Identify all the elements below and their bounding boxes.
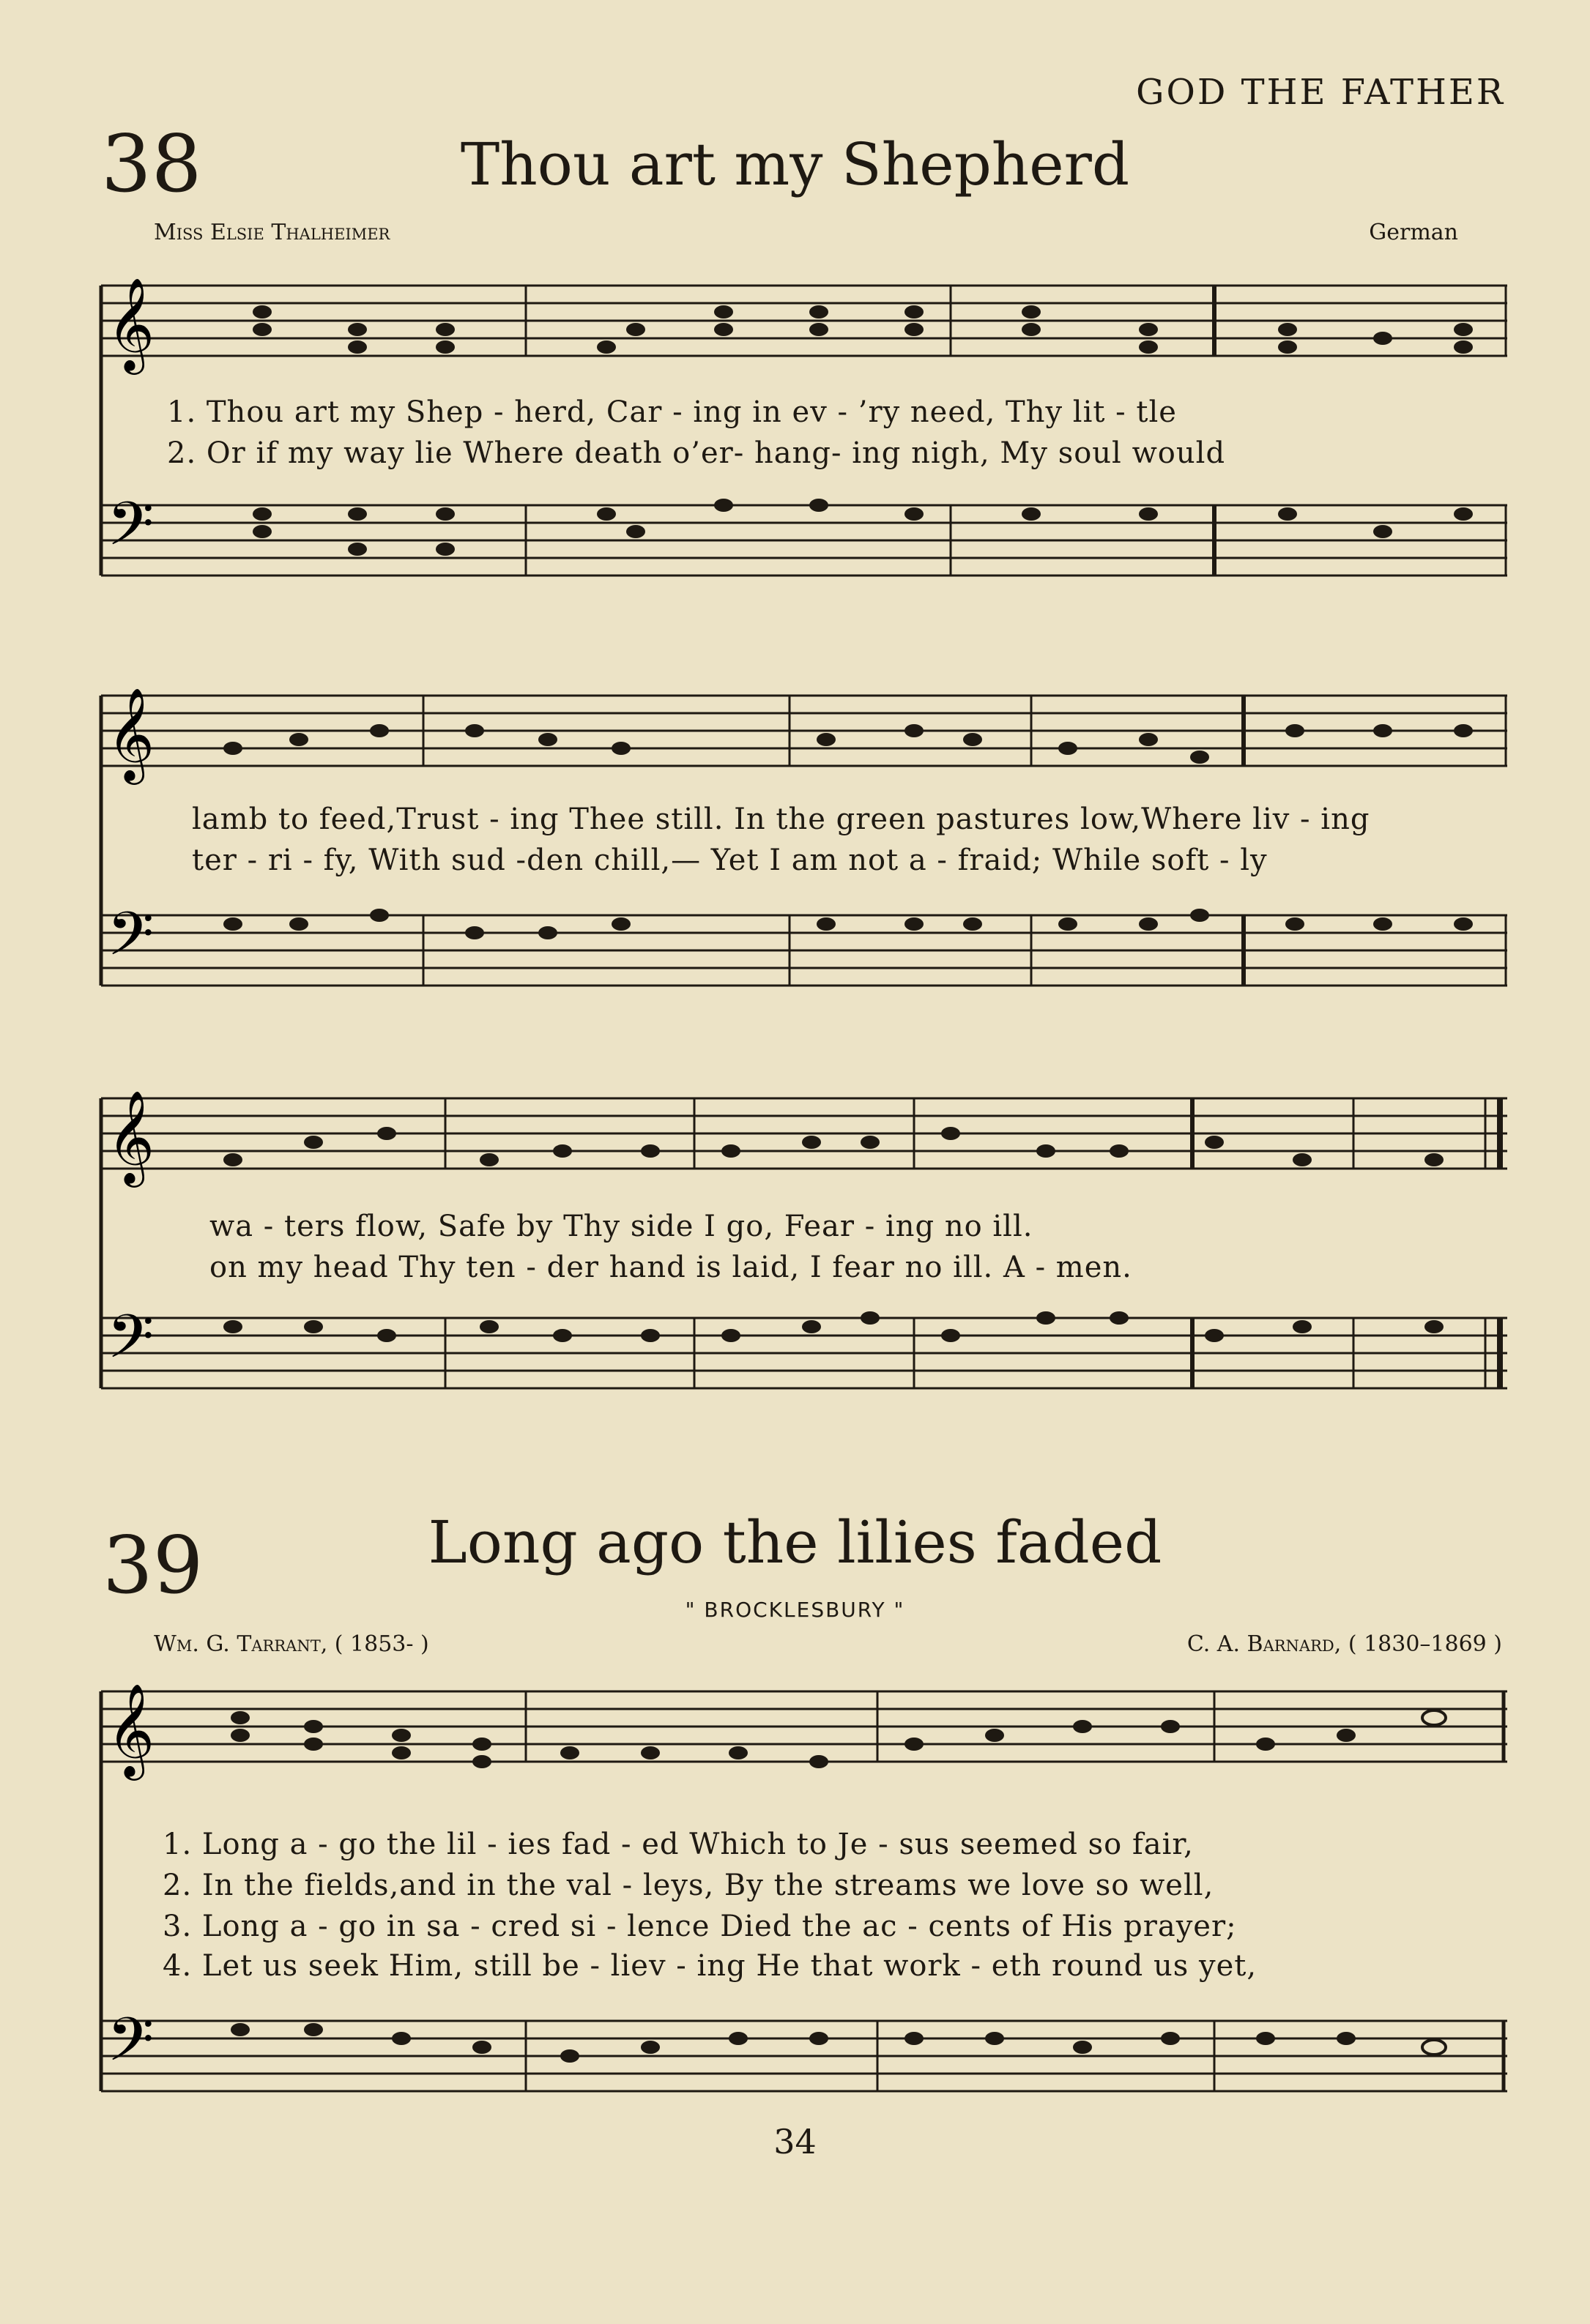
hymn-38-system-3-verse-2: on my head Thy ten - der hand is laid, I fear no ill. A - men. <box>209 1251 1132 1284</box>
hymn-38-source: German <box>1369 220 1458 245</box>
hymn-38-system-1-verse-2: 2. Or if my way lie Where death o’er- hang- ing nigh, My soul would <box>167 436 1226 470</box>
hymn-38-system-1-verse-1: 1. Thou art my Shep - herd, Car - ing in ev - ’ry need, Thy lit - tle <box>167 395 1177 429</box>
hymn-39-verse-2: 2. In the fields,and in the val - leys, By the streams we love so well, <box>163 1869 1214 1902</box>
svg-text:𝄢: 𝄢 <box>107 2004 155 2090</box>
hymn-38-system-2-verse-1: lamb to feed,Trust - ing Thee still. In the green pastures low,Where liv - ing <box>192 802 1370 836</box>
hymn-38-system-2 <box>94 674 1507 1010</box>
hymn-39-composer: C. A. Barnard, ( 1830–1869 ) <box>1186 1631 1502 1657</box>
hymn-38-system-2-verse-2: ter - ri - fy, With sud -den chill,— Yet I am not a - fraid; While soft - ly <box>192 843 1268 877</box>
svg-text:𝄢: 𝄢 <box>107 898 155 984</box>
hymn-39-verse-4: 4. Let us seek Him, still be - liev - ing He that work - eth round us yet, <box>163 1949 1257 1983</box>
hymn-number-39: 39 <box>103 1520 204 1612</box>
hymn-title-39: Long ago the lilies faded <box>428 1508 1162 1576</box>
svg-text:𝄞: 𝄞 <box>107 277 155 370</box>
hymn-39-verse-1: 1. Long a - go the lil - ies fad - ed Which to Je - sus seemed so fair, <box>163 1828 1194 1861</box>
hymn-38-author: Miss Elsie Thalheimer <box>154 220 390 245</box>
hymn-title-38: Thou art my Shepherd <box>460 130 1130 198</box>
svg-text:𝄢: 𝄢 <box>107 1301 155 1387</box>
hymn-39-verse-3: 3. Long a - go in sa - cred si - lence Died the ac - cents of His prayer; <box>163 1910 1237 1943</box>
hymn-number-38: 38 <box>101 119 202 210</box>
hymn-39-author: Wm. G. Tarrant, ( 1853- ) <box>154 1631 429 1657</box>
hymn-38-system-3 <box>94 1076 1507 1413</box>
hymn-39-tune-name: " BROCKLESBURY " <box>685 1598 905 1622</box>
svg-text:𝄢: 𝄢 <box>107 488 155 574</box>
svg-text:𝄞: 𝄞 <box>107 1090 155 1183</box>
page-number: 34 <box>773 2122 817 2161</box>
hymn-38-system-3-verse-1: wa - ters flow, Safe by Thy side I go, Fear - ing no ill. <box>209 1210 1033 1243</box>
svg-text:𝄞: 𝄞 <box>107 1683 155 1776</box>
hymn-38-system-1 <box>94 264 1507 600</box>
section-heading: GOD THE FATHER <box>1136 72 1505 113</box>
svg-text:𝄞: 𝄞 <box>107 687 155 781</box>
